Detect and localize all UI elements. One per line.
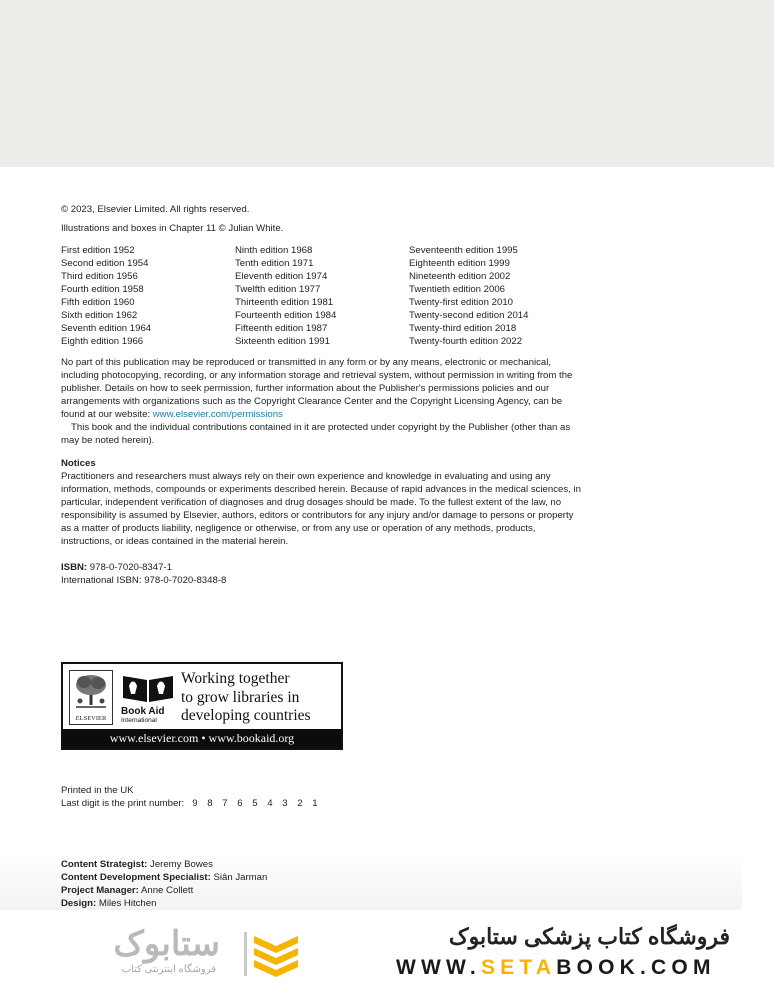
edition-item: Fifth edition 1960 (61, 297, 135, 308)
edition-item: Sixteenth edition 1991 (235, 336, 330, 347)
credits-section (0, 853, 742, 910)
edition-history (61, 244, 581, 348)
copyright-page-content (61, 203, 581, 587)
permissions-text: No part of this publication may be reproduced or transmitted in any form or by any means, electronic or mechanical, including photocopying, recording, or any information storage and retrieval system, without permission in writing from the publisher. Details on how to seek permission, further information about the Publisher's permissions policies and our arrangements with organizations such as the Copyright Clearance Center and the Copyright Licensing Agency, can be found at our website: (61, 357, 573, 420)
edition-item: Eighteenth edition 1999 (409, 258, 510, 269)
tagline-line-3: developing countries (181, 707, 311, 724)
book-aid-name: Book Aid (121, 706, 165, 717)
top-blank-band (0, 0, 774, 167)
credit-role: Design: (61, 898, 97, 909)
edition-item: Fourth edition 1958 (61, 284, 144, 295)
credit-role: Content Strategist: (61, 859, 148, 870)
book-aid-tagline (181, 670, 341, 726)
setabook-logo-subtitle: فروشگاه اینترنتی کتاب (121, 964, 216, 975)
elsevier-wordmark: ELSEVIER (75, 715, 107, 722)
edition-item: Twentieth edition 2006 (409, 284, 506, 295)
book-aid-urls: www.elsevier.com • www.bookaid.org (63, 729, 341, 748)
edition-item: Twenty-second edition 2014 (409, 310, 529, 321)
setabook-logo-name: ستابوک (113, 925, 220, 963)
print-number-line (61, 797, 318, 810)
printed-in: Printed in the UK (61, 785, 134, 796)
edition-column-2 (235, 244, 409, 348)
isbn-label: ISBN: (61, 562, 88, 573)
edition-item: Sixth edition 1962 (61, 310, 138, 321)
chevrons-icon (244, 932, 304, 980)
edition-item: Fifteenth edition 1987 (235, 323, 328, 334)
edition-item: Third edition 1956 (61, 271, 138, 282)
edition-item: Twelfth edition 1977 (235, 284, 321, 295)
notices-paragraph: Practitioners and researchers must always rely on their own experience and knowledge in evaluating and using any information, methods, compounds or experiments described herein. Because of rapid advances in the medical sciences, in particular, independent verification of diagnoses and drug dosages should be made. To the fullest extent of the law, no responsibility is assumed by Elsevier, authors, editors or contributors for any injury and/or damage to persons or property as a matter of products liability, negligence or otherwise, or from any use or operation of any methods, products, instructions, or ideas contained in the material herein. (61, 471, 581, 547)
credit-role: Project Manager: (61, 885, 139, 896)
shop-url[interactable] (396, 956, 736, 980)
edition-item: Seventh edition 1964 (61, 323, 152, 334)
edition-item: Second edition 1954 (61, 258, 149, 269)
url-accent: SETA (480, 956, 557, 979)
protected-paragraph: This book and the individual contributions contained in it are protected under copyright by the Publisher (other than as may be noted herein). (61, 422, 571, 446)
edition-item: Nineteenth edition 2002 (409, 271, 511, 282)
edition-item: Eleventh edition 1974 (235, 271, 328, 282)
print-number-label: Last digit is the print number: (61, 798, 185, 809)
elsevier-logo (69, 670, 113, 725)
edition-item: Eighth edition 1966 (61, 336, 144, 347)
book-aid-logo (121, 672, 177, 726)
book-aid-international: International (121, 717, 157, 724)
book-aid-book-icon (121, 672, 175, 704)
edition-item: Thirteenth edition 1981 (235, 297, 334, 308)
edition-item: Ninth edition 1968 (235, 245, 313, 256)
setabook-logo[interactable] (60, 924, 235, 979)
permissions-paragraph (61, 356, 581, 421)
credit-row (61, 884, 267, 897)
url-suffix: BOOK.COM (556, 956, 716, 979)
printing-info (61, 784, 318, 810)
illustrations-copyright-line: Illustrations and boxes in Chapter 11 © Julian White. (61, 223, 284, 234)
isbn-block (61, 561, 581, 587)
edition-item: Twenty-third edition 2018 (409, 323, 517, 334)
edition-item: Seventeenth edition 1995 (409, 245, 518, 256)
elsevier-tree-icon (70, 671, 112, 711)
edition-item: Twenty-fourth edition 2022 (409, 336, 523, 347)
watermark-footer (0, 910, 774, 989)
edition-item: First edition 1952 (61, 245, 135, 256)
isbn-line (61, 561, 581, 574)
edition-item: Twenty-first edition 2010 (409, 297, 513, 308)
credit-row (61, 858, 267, 871)
credit-name: Siân Jarman (213, 872, 268, 883)
credit-name: Jeremy Bowes (150, 859, 213, 870)
credit-row (61, 897, 267, 910)
permissions-link[interactable]: www.elsevier.com/permissions (152, 409, 283, 420)
edition-item: Fourteenth edition 1984 (235, 310, 337, 321)
edition-column-3 (409, 244, 528, 348)
print-number-digits: 9 8 7 6 5 4 3 2 1 (192, 798, 318, 809)
credit-row (61, 871, 267, 884)
book-aid-banner (61, 662, 343, 750)
credit-role: Content Development Specialist: (61, 872, 211, 883)
permissions-section (61, 356, 581, 447)
edition-column-1 (61, 244, 235, 348)
notices-heading: Notices (61, 458, 96, 469)
credit-name: Anne Collett (140, 885, 194, 896)
shop-name: فروشگاه کتاب پزشکی ستابوک (448, 924, 730, 949)
tagline-line-1: Working together (181, 670, 290, 687)
credit-name: Miles Hitchen (98, 898, 157, 909)
url-prefix: WWW. (396, 956, 481, 979)
international-isbn-line: International ISBN: 978-0-7020-8348-8 (61, 575, 227, 586)
edition-item: Tenth edition 1971 (235, 258, 314, 269)
tagline-line-2: to grow libraries in (181, 688, 300, 706)
copyright-line: © 2023, Elsevier Limited. All rights reserved. (61, 204, 250, 215)
isbn-value: 978-0-7020-8347-1 (89, 562, 172, 573)
